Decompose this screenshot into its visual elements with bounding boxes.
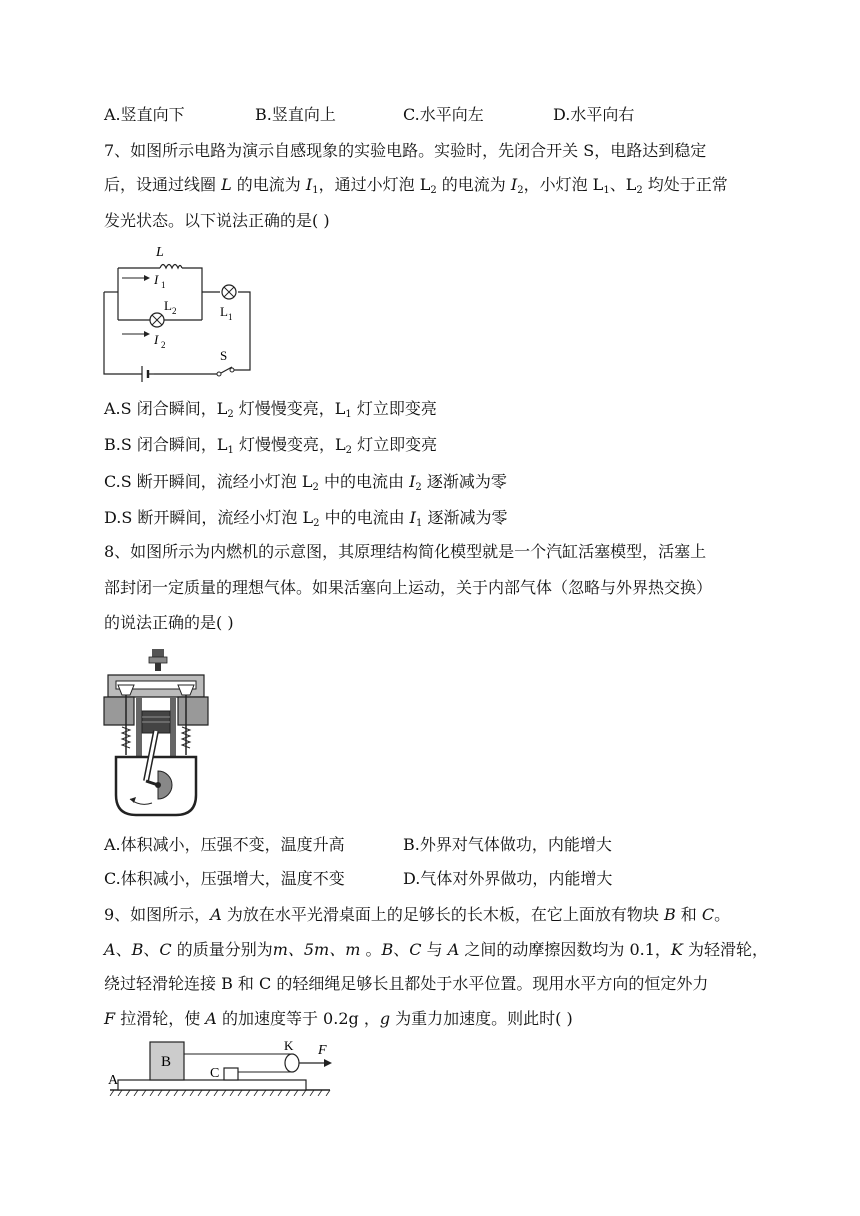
q7-option-a: A.S 闭合瞬间，$L_2$ 灯慢慢变亮，$L_1$ 灯立即变亮 <box>104 399 437 420</box>
q6-option-b: B.竖直向上 <box>255 105 336 124</box>
block-c-label: C <box>210 1066 220 1081</box>
q6-option-c: C.水平向左 <box>403 105 484 124</box>
block-b-label: B <box>161 1054 172 1070</box>
q8-option-a: A.体积减小，压强不变，温度升高 <box>104 835 345 854</box>
q7-stem-line3: 发光状态。以下说法正确的是( ) <box>104 211 330 230</box>
lamp-l2-icon <box>150 313 164 327</box>
q8-stem-line3: 的说法正确的是( ) <box>104 613 234 632</box>
svg-text:1: 1 <box>228 312 233 322</box>
q8-stem-line2: 部封闭一定质量的理想气体。如果活塞向上运动，关于内部气体（忽略与外界热交换） <box>104 578 713 597</box>
q8-engine-diagram <box>100 645 212 821</box>
lamp-l2-label: L <box>164 298 172 313</box>
q8-option-d: D.气体对外界做功，内能增大 <box>403 869 613 888</box>
q7-option-b: B.S 闭合瞬间，$L_1$ 灯慢慢变亮，$L_2$ 灯立即变亮 <box>104 435 438 456</box>
board-a <box>118 1080 306 1090</box>
q7-option-c: C.S 断开瞬间，流经小灯泡 $L_2$ 中的电流由 $I_2$ 逐渐减为零 <box>104 472 507 493</box>
current-i2-label: I <box>154 332 159 347</box>
coil-label: L <box>156 245 164 260</box>
q8-option-c: C.体积减小，压强增大，温度不变 <box>104 869 345 888</box>
q7-stem-line1: 7、如图所示电路为演示自感现象的实验电路。实验时，先闭合开关 S，电路达到稳定 <box>104 141 707 160</box>
svg-text:2: 2 <box>161 340 166 350</box>
q9-stem-line1: 9、如图所示，A 为放在水平光滑桌面上的足够长的长木板，在它上面放有物块 B 和 C。 <box>104 905 731 924</box>
q7-option-d: D.S 断开瞬间，流经小灯泡 $L_2$ 中的电流由 $I_1$ 逐渐减为零 <box>104 508 508 529</box>
force-f-label: F <box>318 1043 327 1058</box>
q9-pulley-diagram <box>104 1036 340 1096</box>
switch-icon <box>217 367 234 376</box>
q9-stem-line3: 绕过轻滑轮连接 B 和 C 的轻细绳足够长且都处于水平位置。现用水平方向的恒定外力 <box>104 974 709 993</box>
board-a-label: A <box>108 1073 119 1088</box>
pulley-k-label: K <box>284 1038 294 1053</box>
lamp-l1-icon <box>222 285 236 299</box>
svg-text:2: 2 <box>172 306 177 316</box>
pulley-k-icon <box>285 1054 299 1072</box>
arrow-right-icon <box>144 275 150 281</box>
battery-icon <box>142 366 154 382</box>
q7-circuit-diagram <box>98 240 258 386</box>
block-c <box>224 1068 238 1080</box>
arrow-right-icon <box>144 331 150 337</box>
svg-text:1: 1 <box>161 280 166 290</box>
q9-stem-line4: F 拉滑轮，使 A 的加速度等于 0.2g ，g 为重力加速度。则此时( ) <box>104 1009 573 1028</box>
q6-option-d: D.水平向右 <box>553 105 635 124</box>
force-arrow-icon <box>324 1059 332 1067</box>
inductor-coil-icon <box>160 265 182 269</box>
switch-label: S <box>220 348 228 363</box>
q7-stem-line2: 后，设通过线圈 L 的电流为 $I_1$，通过小灯泡 $L_2$ 的电流为 $I_2$，小灯泡 $L_1$、$L_2$ 均处于正常 <box>104 175 728 196</box>
q8-option-b: B.外界对气体做功，内能增大 <box>403 835 612 854</box>
spark-plug-icon <box>149 649 167 671</box>
current-i1-label: I <box>154 272 159 287</box>
q8-stem-line1: 8、如图所示为内燃机的示意图，其原理结构简化模型就是一个汽缸活塞模型，活塞上 <box>104 542 707 561</box>
lamp-l1-label: L <box>220 304 228 319</box>
q9-stem-line2: A、B、C 的质量分别为m、5m、m 。B、C 与 A 之间的动摩擦因数均为 0.1，K 为轻滑轮， <box>104 940 768 959</box>
q6-option-a: A.竖直向下 <box>104 105 185 124</box>
